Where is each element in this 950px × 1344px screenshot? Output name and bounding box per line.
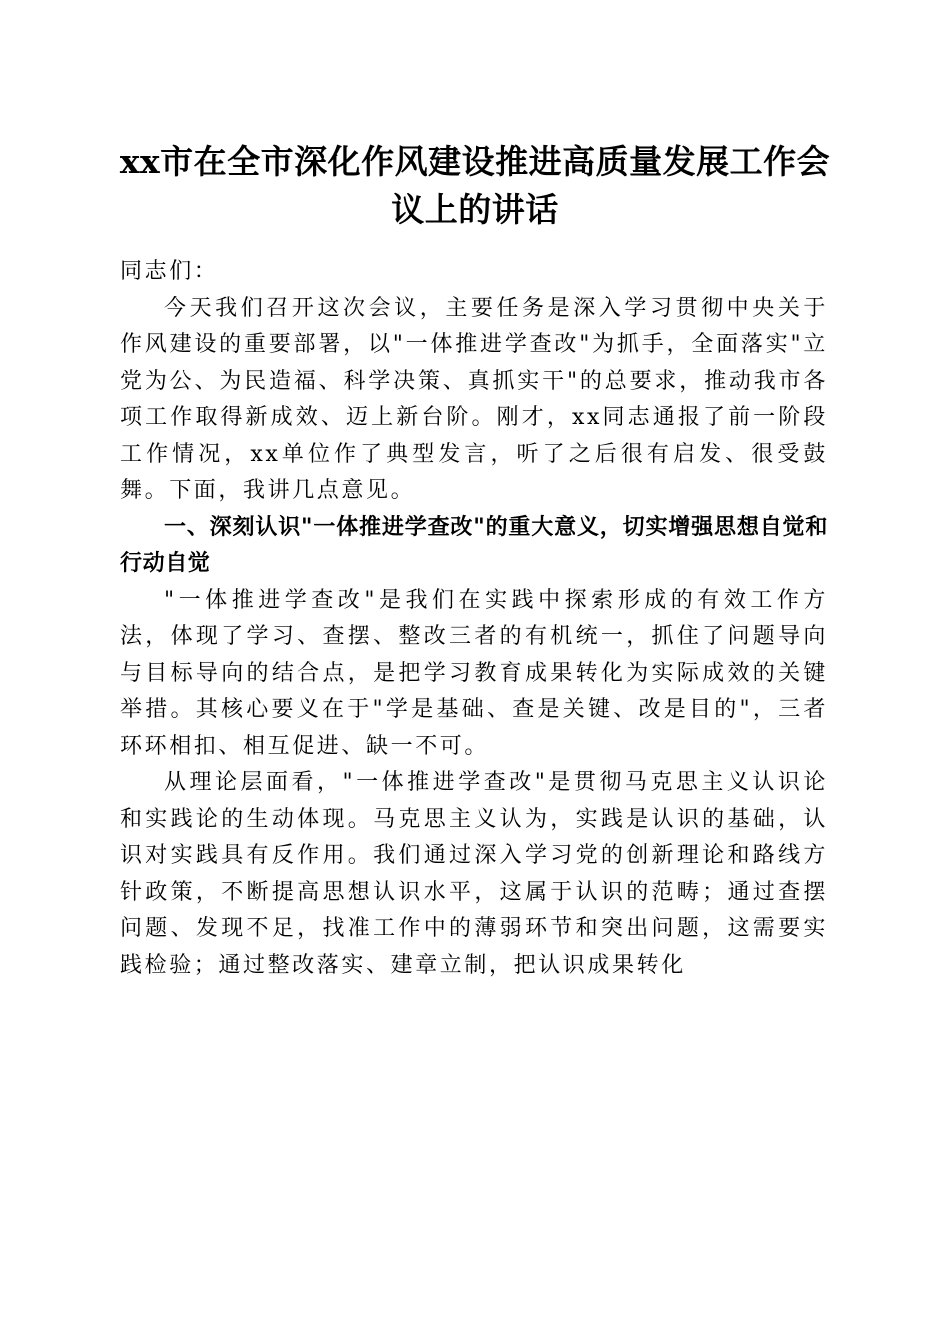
document-body [120,254,828,984]
body-paragraph-2: 从理论层面看，"一体推进学查改"是贯彻马克思主义认识论和实践论的生动体现。马克思主义认为，实践是认识的基础，认识对实践具有反作用。我们通过深入学习党的创新理论和路线方针政策，不断提高思想认识水平，这属于认识的范畴；通过查摆问题、发现不足，找准工作中的薄弱环节和突出问题，这需要实践检验；通过整改落实、建章立制，把认识成果转化 [120,770,828,978]
section-heading: 一、深刻认识"一体推进学查改"的重大意义，切实增强思想自觉和行动自觉 [120,514,828,576]
body-paragraph-1: "一体推进学查改"是我们在实践中探索形成的有效工作方法，体现了学习、查摆、整改三者的有机统一，抓住了问题导向与目标导向的结合点，是把学习教育成果转化为实际成效的关键举措。其核心要义在于"学是基础、查是关键、改是目的"，三者环环相扣、相互促进、缺一不可。 [120,587,828,759]
document-title: xx市在全市深化作风建设推进高质量发展工作会议上的讲话 [119,142,831,229]
salutation: 同志们： [120,259,219,284]
body-paragraph-opening: 今天我们召开这次会议，主要任务是深入学习贯彻中央关于作风建设的重要部署，以"一体推进学查改"为抓手，全面落实"立党为公、为民造福、科学决策、真抓实干"的总要求，推动我市各项工作取得新成效、迈上新台阶。刚才，xx同志通报了前一阶段工作情况，xx单位作了典型发言，听了之后很有启发、很受鼓舞。下面，我讲几点意见。 [120,295,828,503]
